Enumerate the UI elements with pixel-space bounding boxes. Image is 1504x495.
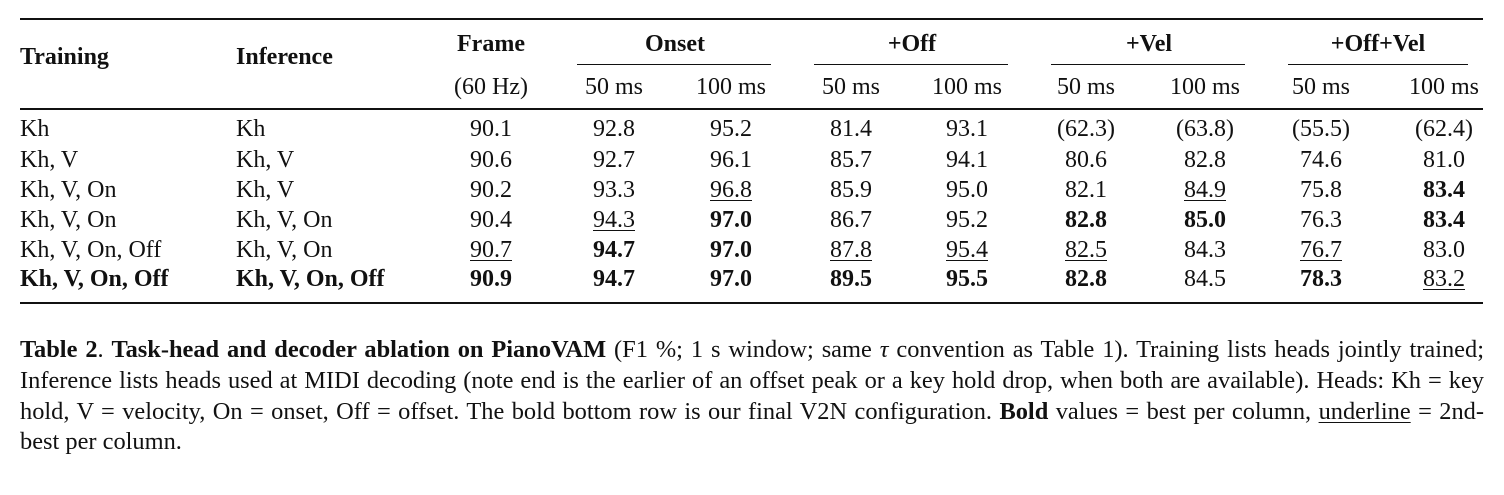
caption-underline-word: underline [1318, 397, 1411, 425]
row-training-cell: Kh, V [20, 147, 79, 173]
table-value-cell: 92.7 [593, 147, 635, 173]
header-group-off: +Off [887, 31, 937, 57]
vel-group-rule [1051, 64, 1245, 65]
table-value-cell: 95.2 [710, 116, 752, 142]
table-value-cell: 93.3 [593, 177, 635, 203]
table-value-cell: 85.7 [830, 147, 872, 173]
header-training: Training [20, 44, 109, 70]
row-inference-cell: Kh, V, On [236, 237, 333, 263]
table-value-cell: 74.6 [1300, 147, 1342, 173]
table-bottom-rule [20, 302, 1483, 304]
table-value-cell: 85.9 [830, 177, 872, 203]
table-value-cell: 95.5 [946, 266, 988, 292]
caption-text-4: = 2nd-best per column. [20, 397, 1485, 456]
table-value-cell: 95.4 [946, 237, 988, 263]
table-value-cell: 93.1 [946, 116, 988, 142]
header-subcolumn: 100 ms [695, 74, 767, 100]
table-value-cell: 94.7 [593, 266, 635, 292]
table-value-cell: 80.6 [1065, 147, 1107, 173]
caption-bold-word: Bold [999, 397, 1049, 425]
table-value-cell: 76.3 [1300, 207, 1342, 233]
table-value-cell: 89.5 [830, 266, 872, 292]
table-value-cell: 94.3 [593, 207, 635, 233]
row-training-cell: Kh, V, On [20, 177, 117, 203]
table-value-cell: 90.6 [470, 147, 512, 173]
caption-label: Table 2 [20, 336, 98, 363]
header-inference: Inference [236, 44, 333, 70]
table-value-cell: 92.8 [593, 116, 635, 142]
table-value-cell: 81.4 [830, 116, 872, 142]
table-value-cell: 81.0 [1423, 147, 1465, 173]
table-value-cell: 83.4 [1423, 207, 1465, 233]
table-value-cell: 76.7 [1300, 237, 1342, 263]
caption-title: Task-head and decoder ablation on PianoVAM [111, 336, 607, 363]
caption-text-1: (F1 %; 1 s window; same [606, 336, 880, 363]
table-value-cell: 95.2 [946, 207, 988, 233]
header-subcolumn: 100 ms [1408, 74, 1480, 100]
header-frame: Frame [457, 31, 525, 57]
table-value-cell: 82.8 [1065, 266, 1107, 292]
table-value-cell: 97.0 [710, 207, 752, 233]
table-value-cell: 90.2 [470, 177, 512, 203]
table-value-cell: 84.9 [1184, 177, 1226, 203]
row-inference-cell: Kh, V, On, Off [236, 266, 385, 292]
table-value-cell: (62.3) [1057, 116, 1115, 142]
header-subcolumn: 50 ms [1056, 74, 1116, 100]
table-value-cell: 83.0 [1423, 237, 1465, 263]
row-inference-cell: Kh, V, On [236, 207, 333, 233]
table-top-rule [20, 18, 1483, 20]
header-subcolumn: 100 ms [1169, 74, 1241, 100]
table-value-cell: 82.5 [1065, 237, 1107, 263]
table-value-cell: 87.8 [830, 237, 872, 263]
table-value-cell: 86.7 [830, 207, 872, 233]
table-value-cell: (63.8) [1176, 116, 1234, 142]
table-value-cell: 82.8 [1065, 207, 1107, 233]
row-inference-cell: Kh [236, 116, 266, 142]
row-training-cell: Kh, V, On, Off [20, 266, 169, 292]
table-value-cell: 97.0 [710, 266, 752, 292]
caption-text-3: values = best per column, [1048, 397, 1319, 425]
caption-tau-symbol: τ [879, 336, 889, 363]
table-value-cell: 96.1 [710, 147, 752, 173]
row-training-cell: Kh, V, On [20, 207, 117, 233]
row-inference-cell: Kh, V [236, 147, 295, 173]
table-value-cell: 85.0 [1184, 207, 1226, 233]
table-value-cell: 94.1 [946, 147, 988, 173]
table-header-rule [20, 108, 1483, 110]
table-value-cell: 83.2 [1423, 266, 1465, 292]
table-value-cell: 84.5 [1184, 266, 1226, 292]
table-value-cell: 75.8 [1300, 177, 1342, 203]
row-inference-cell: Kh, V [236, 177, 295, 203]
off-group-rule [814, 64, 1008, 65]
table-value-cell: (55.5) [1292, 116, 1350, 142]
table-value-cell: 82.8 [1184, 147, 1226, 173]
header-subcolumn: 50 ms [1291, 74, 1351, 100]
table-value-cell: 90.4 [470, 207, 512, 233]
table-value-cell: 78.3 [1300, 266, 1342, 292]
header-subcolumn: 50 ms [584, 74, 644, 100]
table-value-cell: 97.0 [710, 237, 752, 263]
row-training-cell: Kh, V, On, Off [20, 237, 162, 263]
header-group-vel: +Vel [1125, 31, 1173, 57]
table-value-cell: 90.9 [470, 266, 512, 292]
table-value-cell: 95.0 [946, 177, 988, 203]
offvel-group-rule [1288, 64, 1468, 65]
row-training-cell: Kh [20, 116, 50, 142]
header-frame-unit: (60 Hz) [454, 74, 528, 100]
table-value-cell: 82.1 [1065, 177, 1107, 203]
table-caption [20, 335, 1484, 458]
table-value-cell: 94.7 [593, 237, 635, 263]
header-group-onset: Onset [645, 31, 705, 57]
table-value-cell: (62.4) [1415, 116, 1473, 142]
table-value-cell: 90.7 [470, 237, 512, 263]
table-value-cell: 96.8 [710, 177, 752, 203]
caption-sep: . [97, 336, 112, 363]
table-value-cell: 90.1 [470, 116, 512, 142]
caption-text-2: convention as Table 1). Training lists heads jointly trained; Inference lists heads used at MIDI decoding (note end is the earlier of an offset peak or a key hold drop, when both are available). Heads: Kh = key hold, V = velocity, On = onset, Off = offset. The bold bottom row is our final V2N configuration. [20, 336, 1484, 425]
header-subcolumn: 50 ms [821, 74, 881, 100]
onset-group-rule [577, 64, 771, 65]
header-group-offvel: +Off+Vel [1330, 31, 1426, 57]
table-value-cell: 83.4 [1423, 177, 1465, 203]
table-value-cell: 84.3 [1184, 237, 1226, 263]
header-subcolumn: 100 ms [931, 74, 1003, 100]
